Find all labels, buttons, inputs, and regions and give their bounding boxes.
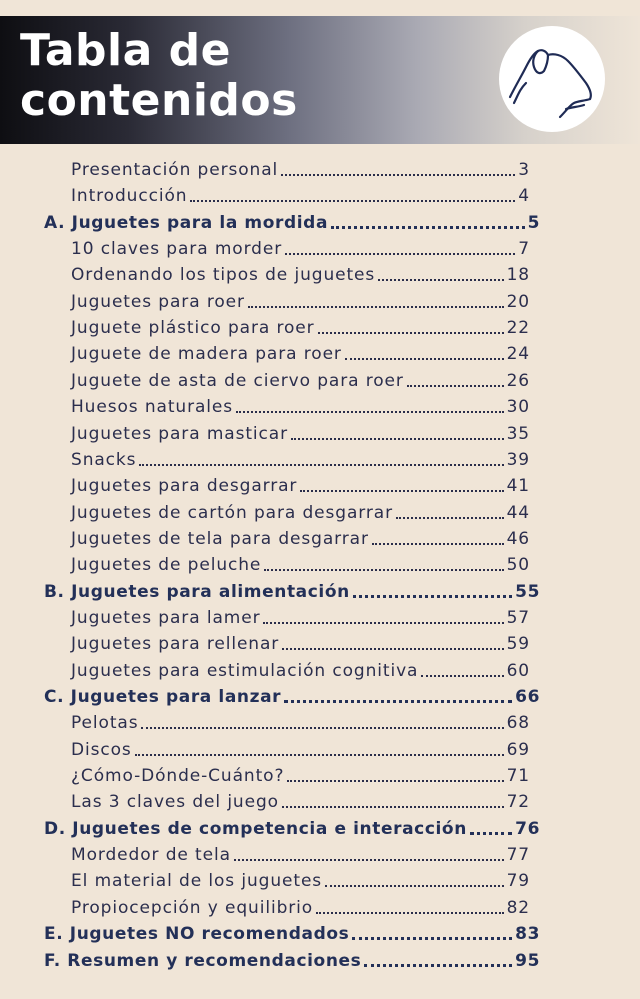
toc-page-number: 46 [506,528,530,549]
toc-page-number: 44 [506,502,530,523]
toc-section-entry[interactable] [44,949,540,973]
toc-entry[interactable] [71,290,530,314]
toc-entry-label: Propiocepción y equilibrio [71,897,314,918]
toc-entry-label: Presentación personal [71,160,279,180]
toc-entry[interactable] [71,527,530,551]
toc-entry-label: E. Juguetes NO recomendados [44,924,350,945]
toc-entry[interactable] [71,448,530,472]
toc-entry-label: Huesos naturales [71,397,234,418]
toc-page-number: 76 [515,818,540,839]
toc-entry[interactable] [71,237,530,261]
toc-entry[interactable] [71,422,530,446]
toc-page-number: 5 [527,212,540,233]
toc-dot-leader [285,253,515,255]
toc-dot-leader [139,464,503,466]
toc-page-number: 79 [506,871,530,892]
toc-dot-leader [282,806,504,808]
toc-section-entry[interactable] [44,685,540,709]
toc-entry[interactable] [71,501,530,525]
toc-page-number: 18 [506,265,530,286]
toc-entry-label: 10 claves para morder [71,239,283,260]
toc-page-number: 68 [506,713,530,734]
toc-entry-label: Juguete plástico para roer [71,318,315,339]
toc-page-number: 72 [506,792,530,813]
toc-entry-label: B. Juguetes para alimentación [44,581,350,602]
toc-page-number: 69 [506,739,530,760]
toc-dot-leader [372,543,504,545]
toc-entry[interactable] [71,738,530,762]
toc-page-number: 30 [506,397,530,418]
toc-entry-label: Juguetes para rellenar [71,634,280,655]
toc-page-number: 50 [506,555,530,576]
toc-page-number: 39 [506,449,530,470]
toc-dot-leader [353,595,512,598]
toc-entry[interactable] [71,843,530,867]
toc-dot-leader [281,174,515,176]
toc-page-number: 20 [506,291,530,312]
toc-page-number: 22 [506,318,530,339]
toc-dot-leader [141,727,503,729]
toc-entry-label: Pelotas [71,713,139,734]
toc-entry-label: Juguete de asta de ciervo para roer [71,370,404,391]
toc-section-entry[interactable] [44,211,540,235]
toc-entry[interactable] [71,184,530,208]
toc-dot-leader [378,279,503,281]
toc-dot-leader [234,859,504,861]
toc-dot-leader [300,490,503,492]
toc-page-number: 3 [518,160,530,180]
toc-entry-label: Juguetes para roer [71,291,245,312]
toc-dot-leader [248,306,504,308]
toc-entry-label: Juguetes para masticar [71,423,288,444]
title-line-2: contenidos [20,75,298,126]
toc-page-number: 66 [515,687,540,707]
toc-dot-leader [282,648,503,650]
toc-section-entry[interactable] [44,922,540,946]
page-title [20,26,298,126]
toc-page-number: 35 [506,423,530,444]
toc-dot-leader [331,226,525,229]
toc-entry-label: Juguete de madera para roer [71,344,342,365]
toc-page-number: 57 [506,607,530,628]
toc-entry[interactable] [71,553,530,577]
toc-dot-leader [345,358,504,360]
toc-entry-label: El material de los juguetes [71,871,323,892]
toc-entry-label: Juguetes de tela para desgarrar [71,528,369,549]
toc-entry-label: F. Resumen y recomendaciones [44,950,362,971]
toc-dot-leader [263,622,503,624]
toc-entry-label: D. Juguetes de competencia e interacción [44,818,467,839]
toc-dot-leader [316,912,503,914]
toc-section-entry[interactable] [44,817,540,841]
toc-page-number: 71 [506,766,530,787]
toc-dot-leader [364,964,512,967]
toc-dot-leader [318,332,504,334]
toc-page-number: 55 [515,581,540,602]
toc-entry-label: Juguetes para desgarrar [71,476,298,497]
toc-page-number: 82 [506,897,530,918]
toc-dot-leader [287,780,503,782]
toc-entry-label: Snacks [71,449,137,470]
toc-dot-leader [407,385,504,387]
toc-entry[interactable] [71,632,530,656]
toc-page-number: 26 [506,370,530,391]
toc-entry[interactable] [71,316,530,340]
toc-entry-label: Mordedor de tela [71,845,231,866]
toc-entry-label: Juguetes de peluche [71,555,262,576]
toc-dot-leader [284,700,512,703]
toc-entry[interactable] [71,896,530,920]
toc-dot-leader [470,832,512,835]
toc-dot-leader [325,885,503,887]
toc-dot-leader [236,411,504,413]
toc-page-number: 95 [515,950,540,971]
toc-dot-leader [352,937,512,940]
toc-page-number: 59 [506,634,530,655]
toc-entry[interactable] [71,369,530,393]
toc-entry-label: Ordenando los tipos de juguetes [71,265,376,286]
toc-entry[interactable] [71,764,530,788]
toc-entry[interactable] [71,606,530,630]
toc-dot-leader [190,200,515,202]
toc-page-number: 77 [506,845,530,866]
toc-dot-leader [396,517,504,519]
toc-entry[interactable] [71,869,530,893]
header-banner [0,16,640,144]
toc-page-number: 60 [506,660,530,681]
logo [499,26,605,132]
toc-dot-leader [421,675,503,677]
toc-entry-label: A. Juguetes para la mordida [44,212,329,233]
toc-page-number: 4 [518,186,530,207]
toc-entry-label: Introducción [71,186,188,207]
toc-entry[interactable] [71,659,530,683]
toc-dot-leader [135,754,504,756]
toc-entry[interactable] [71,342,530,366]
title-line-1: Tabla de [20,25,231,76]
dog-head-icon [504,31,600,127]
toc-section-entry[interactable] [44,580,540,604]
toc-dot-leader [264,569,503,571]
toc-page-number: 83 [515,924,540,945]
toc-page-number: 7 [518,239,530,260]
toc-entry[interactable] [71,158,530,182]
toc-entry[interactable] [71,790,530,814]
toc-entry[interactable] [71,263,530,287]
toc-entry-label: Juguetes para estimulación cognitiva [71,660,419,681]
toc-entry-label: Juguetes de cartón para desgarrar [71,502,393,523]
toc-entry-label: Discos [71,739,132,760]
toc-entry[interactable] [71,711,530,735]
toc-page-number: 41 [506,476,530,497]
toc-entry-label: Las 3 claves del juego [71,792,279,813]
toc-entry-label: Juguetes para lamer [71,607,261,628]
toc-entry-label: ¿Cómo-Dónde-Cuánto? [71,766,285,787]
toc-dot-leader [291,438,504,440]
toc-page-number: 24 [506,344,530,365]
toc-entry-label: C. Juguetes para lanzar [44,687,282,707]
toc-entry[interactable] [71,474,530,498]
toc-entry[interactable] [71,395,530,419]
